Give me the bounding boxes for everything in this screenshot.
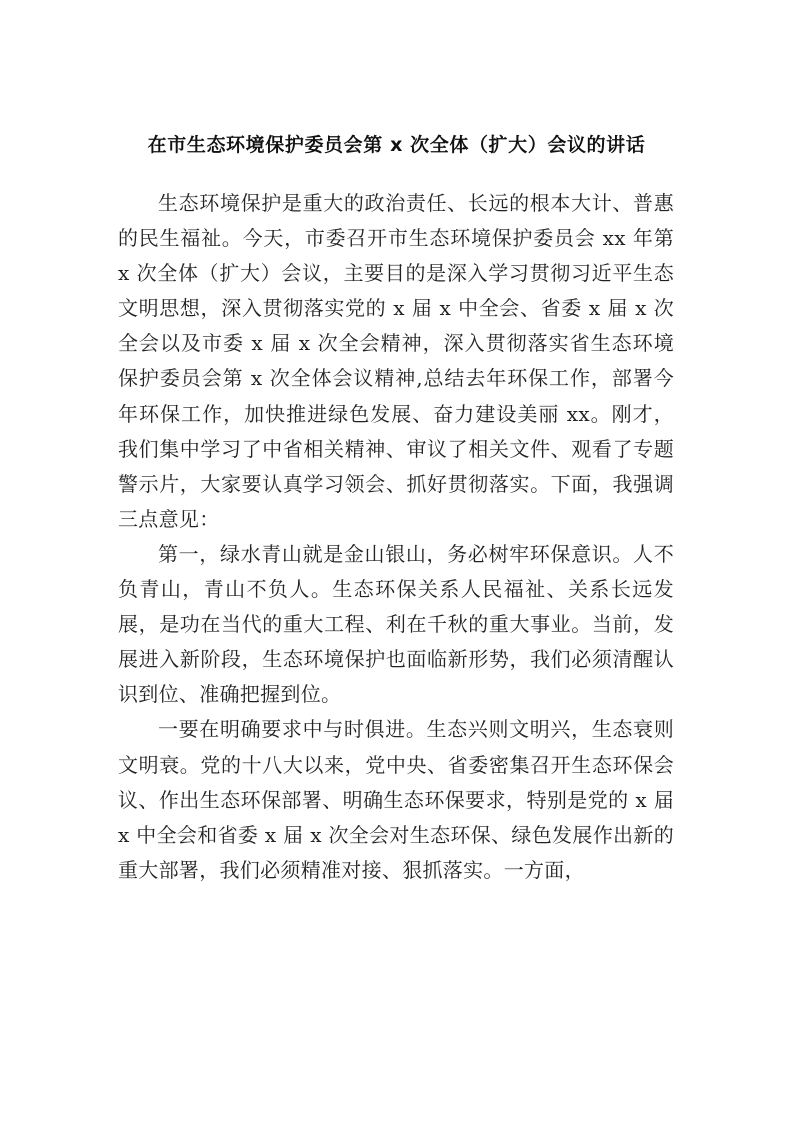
- paragraph-intro: 生态环境保护是重大的政治责任、长远的根本大计、普惠的民生福祉。今天，市委召开市生态环境保护委员会 xx 年第 x 次全体（扩大）会议，主要目的是深入学习贯彻习近平生态文明思想，深入贯彻落实党的 x 届 x 中全会、省委 x 届 x 次全会以及市委 x 届 x 次全会精神，深入贯彻落实省生态环境保护委员会第 x 次全体会议精神,总结去年环保工作，部署今年环保工作，加快推进绿色发展、奋力建设美丽 xx。刚才，我们集中学习了中省相关精神、审议了相关文件、观看了专题警示片，大家要认真学习领会、抓好贯彻落实。下面，我强调三点意见：: [118, 191, 674, 531]
- paragraph-point-one: 第一，绿水青山就是金山银山，务必树牢环保意识。人不负青山，青山不负人。生态环保关系人民福祉、关系长远发展，是功在当代的重大工程、利在千秋的重大事业。当前，发展进入新阶段，生态环境保护也面临新形势，我们必须清醒认识到位、准确把握到位。: [118, 541, 674, 707]
- paragraph-requirement-one: 一要在明确要求中与时俱进。生态兴则文明兴，生态衰则文明衰。党的十八大以来，党中央、省委密集召开生态环保会议、作出生态环保部署、明确生态环保要求，特别是党的 x 届 x 中全会和省委 x 届 x 次全会对生态环保、绿色发展作出新的重大部署，我们必须精准对接、狠抓落实。一方面，: [118, 717, 674, 882]
- document-body: [118, 186, 674, 888]
- document-title: 在市生态环境保护委员会第 x 次全体（扩大）会议的讲话: [147, 134, 646, 156]
